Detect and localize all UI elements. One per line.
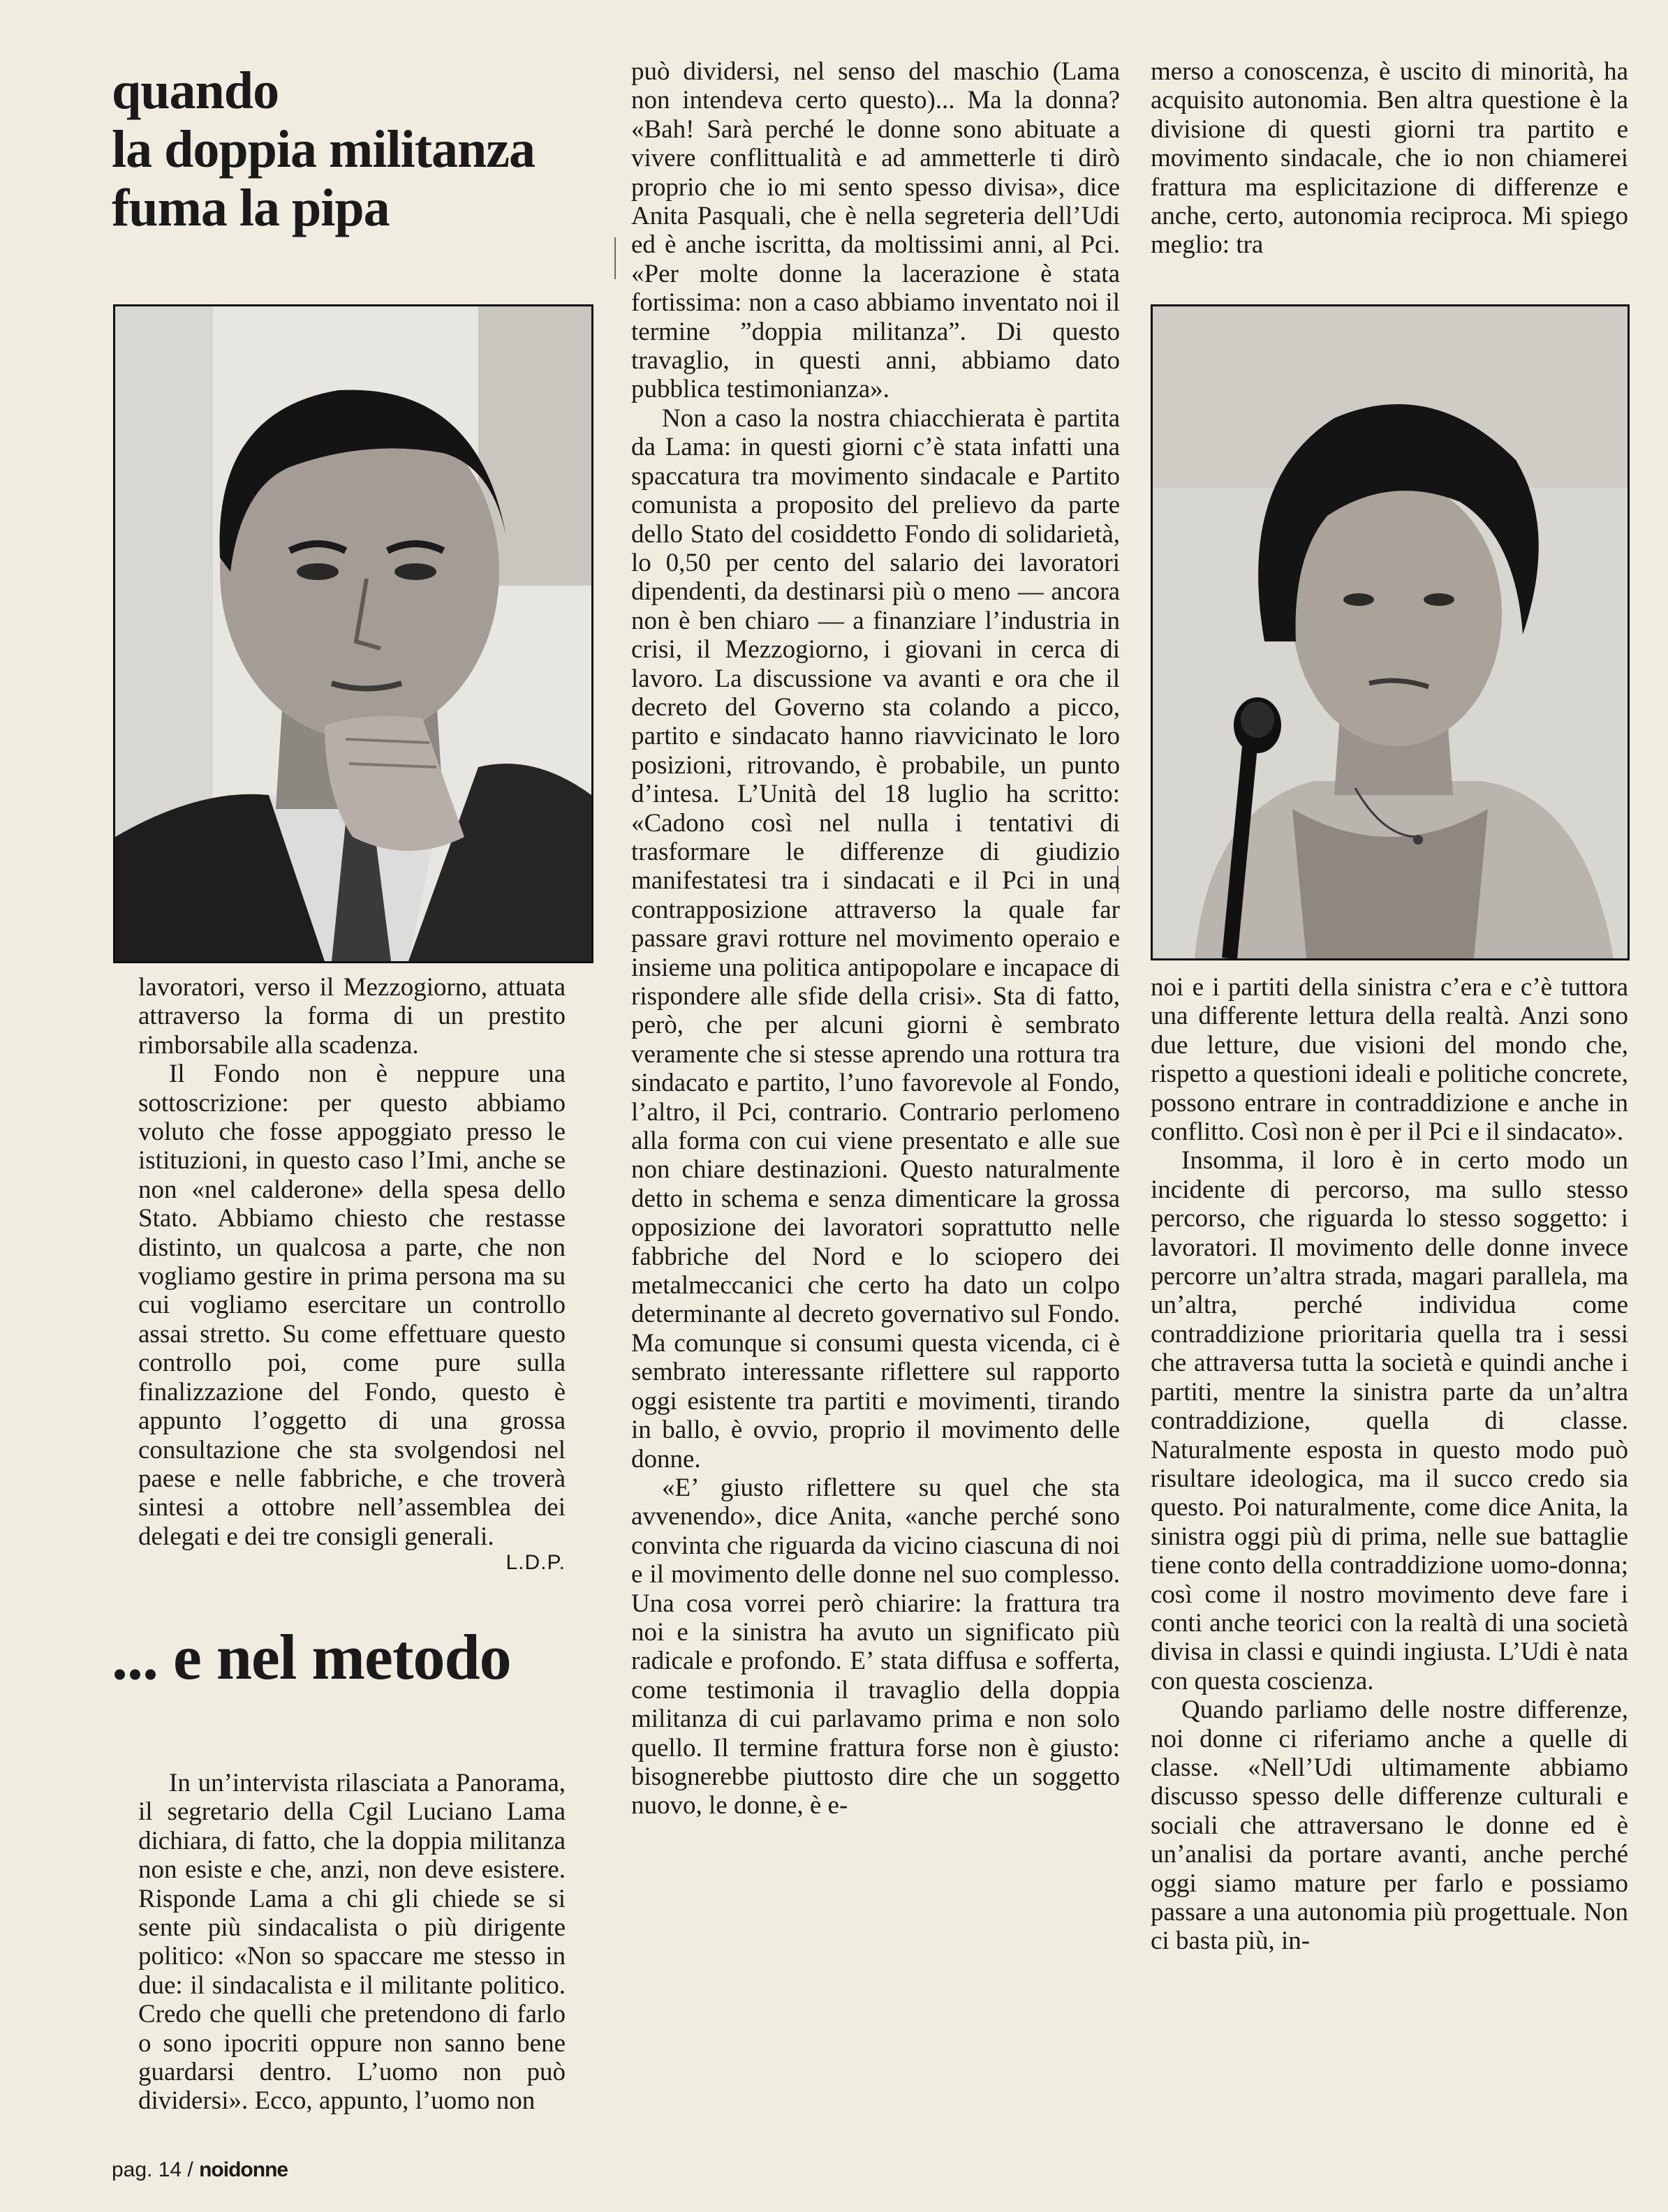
column-1-top: [138, 973, 566, 1551]
paragraph: noi e i partiti della sinistra c’era e c’è tuttora una differente lettura della realtà. Anzi sono due letture, due visioni del mondo che, rispetto a questioni ideali e politiche concrete, possono entrare in contraddizione e anche in conflitto. Così non è per il Pci e il sindacato».: [1151, 973, 1628, 1147]
column-3-bottom: [1151, 973, 1628, 1956]
paragraph: Non a caso la nostra chiacchierata è partita da Lama: in questi giorni c’è stata infatti una spaccatura tra movimento sindacale e Partito comunista a proposito del prelievo da parte dello Stato del cosiddetto Fondo di solidarietà, lo 0,50 per cento del salario dei lavoratori dipendenti, da destinarsi più o meno — ancora non è ben chiaro — a finanziare l’industria in crisi, il Mezzogiorno, i giovani in cerca di lavoro. La discussione va avanti e ora che il decreto del Governo sta colando a picco, partito e sindacato hanno riavvicinato le loro posizioni, ritrovando, è probabile, un punto d’intesa. L’Unità del 18 luglio ha scritto: «Cadono così nel nulla i tentativi di trasformare le differenze di giudizio manifestatesi tra i sindacati e il Pci in una contrapposizione attraverso la quale far passare gravi rotture nel movimento operaio e insieme una politica antipopolare e incapace di rispondere alle sfide della crisi». Sta di fatto, però, che per alcuni giorni è sembrato veramente che si stesse aprendo una rottura tra sindacato e partito, l’uno favorevole al Fondo, l’altro, il Pci, contrario. Contrario perlomeno alla forma con cui viene presentato e alle sue non chiare destinazioni. Questo naturalmente detto in schema e senza dimenticare la grossa opposizione dei lavoratori soprattutto nelle fabbriche del Nord e lo sciopero dei metalmeccanici che certo ha dato un colpo determinante al decreto governativo sul Fondo. Ma comunque si consumi questa vicenda, ci è sembrato interessante riflettere sul rapporto oggi esistente tra partiti e movimenti, tirando in ballo, è ovvio, proprio il movimento delle donne.: [631, 403, 1120, 1474]
page-number: pag. 14 /: [112, 2158, 193, 2181]
paragraph: Il Fondo non è neppure una sottoscrizione: per questo abbiamo voluto che fosse appoggiato presso le istituzioni, in questo caso l’Imi, anche se non «nel calderone» della spesa dello Stato. Abbiamo chiesto che restasse distinto, un qualcosa a parte, che non vogliamo gestire in prima persona ma su cui vogliamo esercitare un controllo assai stretto. Su come effettuare questo controllo poi, come pure sulla finalizzazione del Fondo, questo è appunto l’oggetto di una grossa consultazione che sta svolgendosi nel paese e nelle fabbriche, e che troverà sintesi a ottobre nell’assemblea dei delegati e dei tre consigli generali.: [138, 1060, 566, 1551]
paragraph: merso a conoscenza, è uscito di minorità, ha acquisito autonomia. Ben altra questione è la divisione di questi giorni tra partito e movimento sindacale, che io non chiamerei frattura ma esplicitazione di differenze e anche, certo, autonomia reciproca. Mi spiego meglio: tra: [1151, 57, 1628, 260]
headline-line: fuma la pipa: [112, 179, 390, 237]
paragraph: Quando parliamo delle nostre differenze, noi donne ci riferiamo anche a quelle di classe. «Nell’Udi ultimamente abbiamo discusso spesso delle differenze culturali e sociali che attraversano le donne ed è un’analisi da portare avanti, anche perché oggi siamo mature per farlo e possiamo passare a una autonomia più progettuale. Non ci basta più, in-: [1151, 1695, 1628, 1956]
photo-pasquali: [1151, 304, 1630, 960]
magazine-name: noidonne: [199, 2158, 288, 2181]
column-1-bottom: [138, 1769, 566, 2116]
photo-lama: [113, 304, 593, 963]
paragraph: «E’ giusto riflettere su quel che sta avvenendo», dice Anita, «anche perché sono convinta che riguarda da vicino ciascuna di noi e il movimento delle donne nel suo complesso. Una cosa vorrei però chiarire: la frattura tra noi e la sinistra ha avuto un significato più radicale e profondo. E’ stata diffusa e sofferta, come testimonia il travaglio della doppia militanza di cui parlavamo prima e non solo quello. Il termine frattura forse non è giusto: bisognerebbe piuttosto dire che un soggetto nuovo, le donne, è e-: [631, 1473, 1120, 1820]
paragraph: lavoratori, verso il Mezzogiorno, attuata attraverso la forma di un prestito rimborsabile alla scadenza.: [138, 973, 566, 1060]
author-signature: L.D.P.: [505, 1551, 566, 1574]
column-rule: [614, 237, 616, 279]
photo-pasquali-image: [1153, 306, 1628, 958]
paragraph: In un’intervista rilasciata a Panorama, il segretario della Cgil Luciano Lama dichiara, di fatto, che la doppia militanza non esiste e che, anzi, non deve esistere. Risponde Lama a chi gli chiede se si sente più sindacalista o più dirigente politico: «Non so spaccare me stesso in due: il sindacalista e il militante politico. Credo che quelli che pretendono di farlo o sono ipocriti oppure non sanno bene guardarsi dentro. L’uomo non può dividersi». Ecco, appunto, l’uomo non: [138, 1769, 566, 2116]
headline-bottom: ... e nel metodo: [112, 1621, 511, 1693]
paragraph: Insomma, il loro è in certo modo un incidente di percorso, ma sullo stesso percorso, che riguarda lo stesso soggetto: i lavoratori. Il movimento delle donne invece percorre un’altra strada, magari parallela, ma un’altra, perché individua come contraddizione prioritaria quella tra i sessi che attraversa tutta la società e quindi anche i partiti, mentre la sinistra parte da un’altra contraddizione, quella di classe. Naturalmente esposta in questo modo può risultare ideologica, ma il succo credo sia questo. Poi naturalmente, come dice Anita, la sinistra oggi più di prima, nelle sue battaglie tiene conto della contraddizione uomo-donna; così come il nostro movimento deve fare i conti anche teorici con la realtà di una società divisa in classi e quindi ingiusta. L’Udi è nata con questa coscienza.: [1151, 1146, 1628, 1695]
column-3-top: [1151, 57, 1628, 260]
column-2: [631, 57, 1120, 1820]
paragraph: può dividersi, nel senso del maschio (Lama non intendeva certo questo)... Ma la donna? «Bah! Sarà perché le donne sono abituate a vivere conflittualità e ad ammetterle ti dirò proprio che io mi sento spesso divisa», dice Anita Pasquali, che è nella segreteria dell’Udi ed è anche iscritta, da moltissimi anni, al Pci. «Per molte donne la lacerazione è stata fortissima: non a caso abbiamo inventato noi il termine ”doppia militanza”. Di questo travaglio, in questi anni, abbiamo dato pubblica testimonianza».: [631, 57, 1120, 404]
page-footer: [112, 2158, 288, 2182]
photo-lama-image: [115, 306, 591, 961]
headline-line: quando: [112, 61, 279, 120]
headline-line: la doppia militanza: [112, 120, 535, 179]
headline-top: [112, 61, 535, 237]
